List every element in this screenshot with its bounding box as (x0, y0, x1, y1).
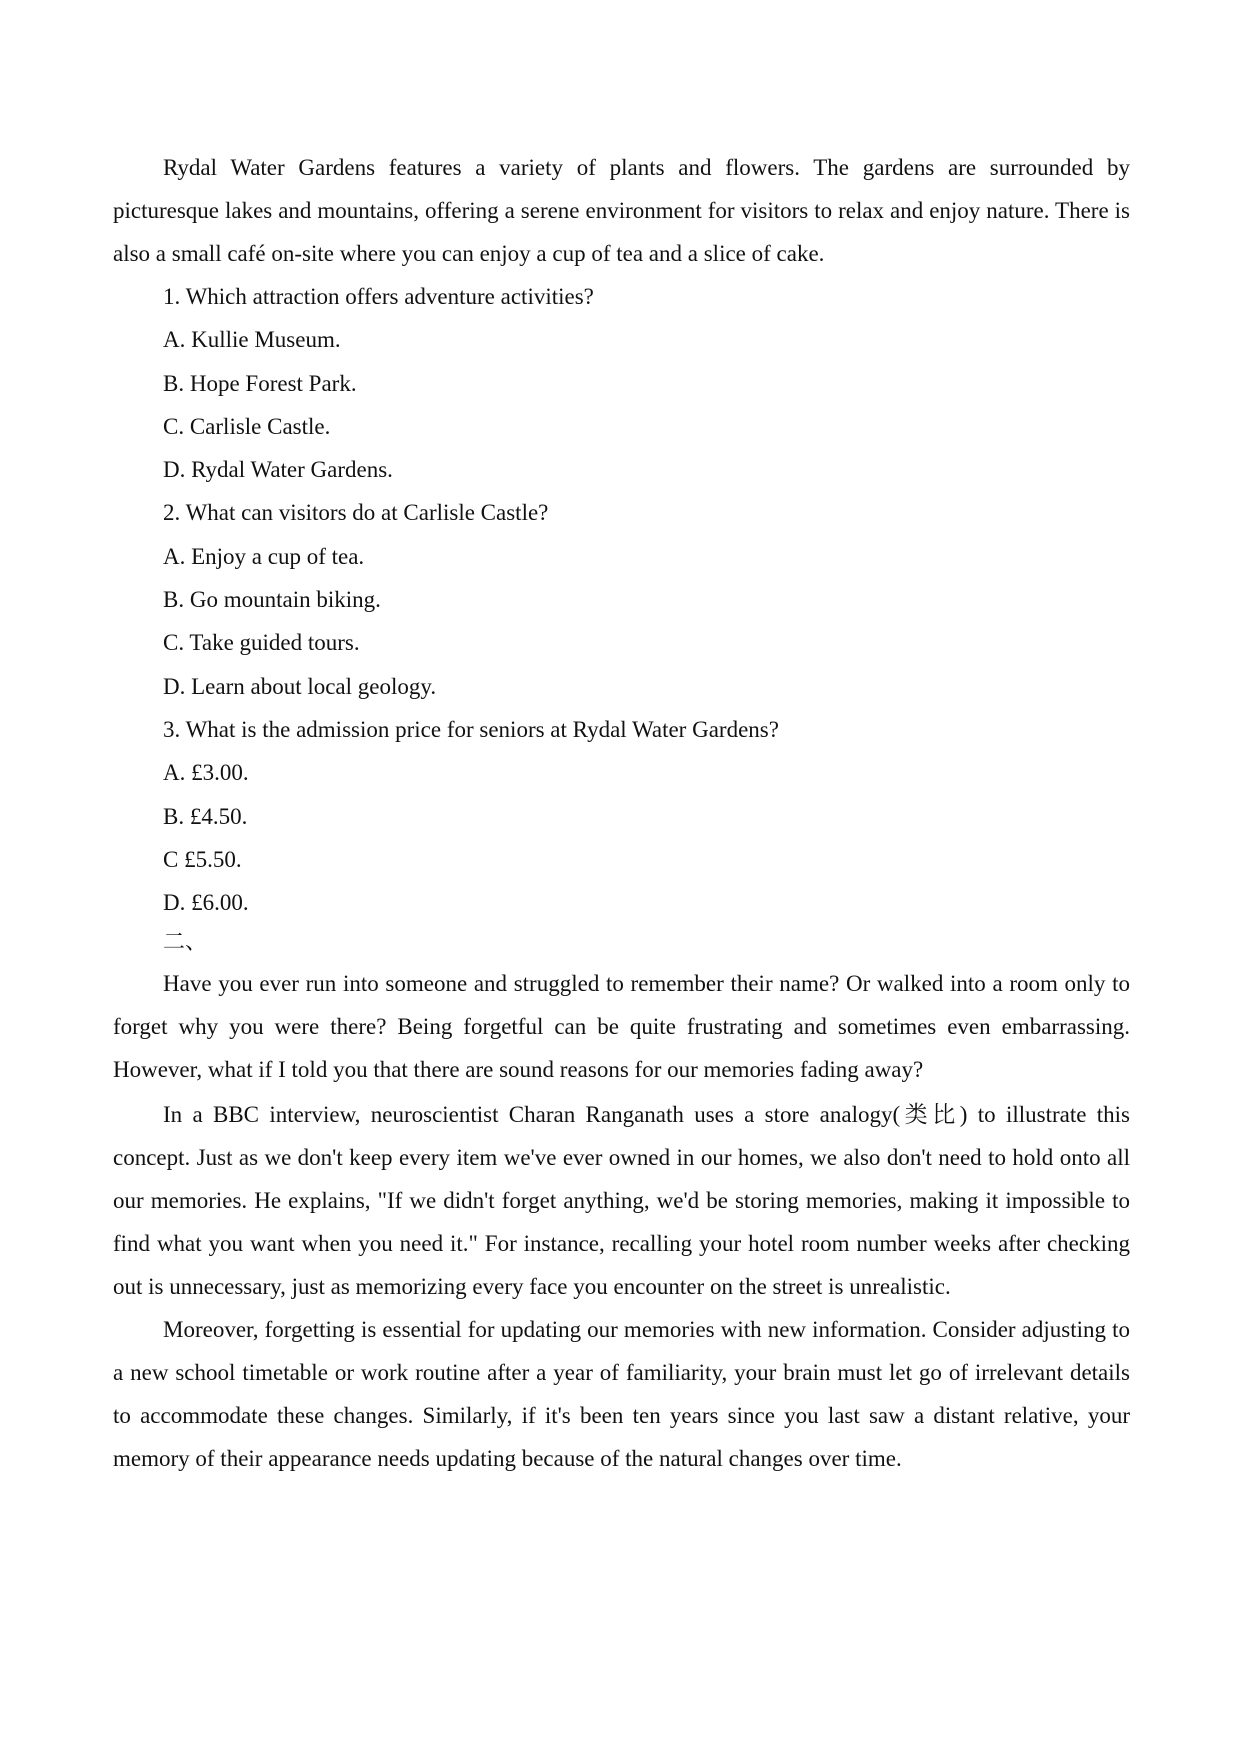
passage-two-paragraph-2: In a BBC interview, neuroscientist Charan Ranganath uses a store analogy(类比) to illustrate this concept. Just as we don't keep every item we've ever owned in our homes, we also don't need to hold onto all our memories. He explains, "If we didn't forget anything, we'd be storing memories, making it impossible to find what you want when you need it." For instance, recalling your hotel room number weeks after checking out is unnecessary, just as memorizing every face you encounter on the street is unrealistic. (113, 1102, 1130, 1300)
option-c: C. Carlisle Castle. (163, 413, 331, 439)
section-heading-two: 二、 (163, 930, 208, 956)
question-stem: 2. What can visitors do at Carlisle Castle? (163, 500, 549, 526)
question-stem: 3. What is the admission price for seniors at Rydal Water Gardens? (163, 716, 779, 742)
document-page (113, 146, 1130, 1480)
question-1 (113, 275, 1130, 491)
option-d: D. Rydal Water Gardens. (163, 457, 393, 483)
option-b: B. Go mountain biking. (163, 587, 381, 613)
option-c: C. Take guided tours. (163, 630, 360, 656)
option-d: D. £6.00. (163, 890, 249, 916)
option-b: B. £4.50. (163, 803, 248, 829)
question-2 (113, 491, 1130, 707)
option-a: A. Enjoy a cup of tea. (163, 543, 365, 569)
option-a: A. Kullie Museum. (163, 327, 341, 353)
option-d: D. Learn about local geology. (163, 673, 437, 699)
passage-two-paragraph-1: Have you ever run into someone and struggled to remember their name? Or walked into a room only to forget why you were there? Being forgetful can be quite frustrating and sometimes even embarrassing. However, what if I told you that there are sound reasons for our memories fading away? (113, 971, 1130, 1083)
option-b: B. Hope Forest Park. (163, 370, 357, 396)
option-a: A. £3.00. (163, 760, 249, 786)
passage-intro-paragraph: Rydal Water Gardens features a variety of plants and flowers. The gardens are surrounded by picturesque lakes and mountains, offering a serene environment for visitors to relax and enjoy nature. There is also a small café on-site where you can enjoy a cup of tea and a slice of cake. (113, 155, 1130, 266)
option-c: C £5.50. (163, 846, 242, 872)
question-3 (113, 708, 1130, 924)
passage-two-paragraph-3: Moreover, forgetting is essential for updating our memories with new information. Consider adjusting to a new school timetable or work routine after a year of familiarity, your brain must let go of irrelevant details to accommodate these changes. Similarly, if it's been ten years since you last saw a distant relative, your memory of their appearance needs updating because of the natural changes over time. (113, 1317, 1130, 1472)
question-stem: 1. Which attraction offers adventure activities? (163, 284, 594, 309)
